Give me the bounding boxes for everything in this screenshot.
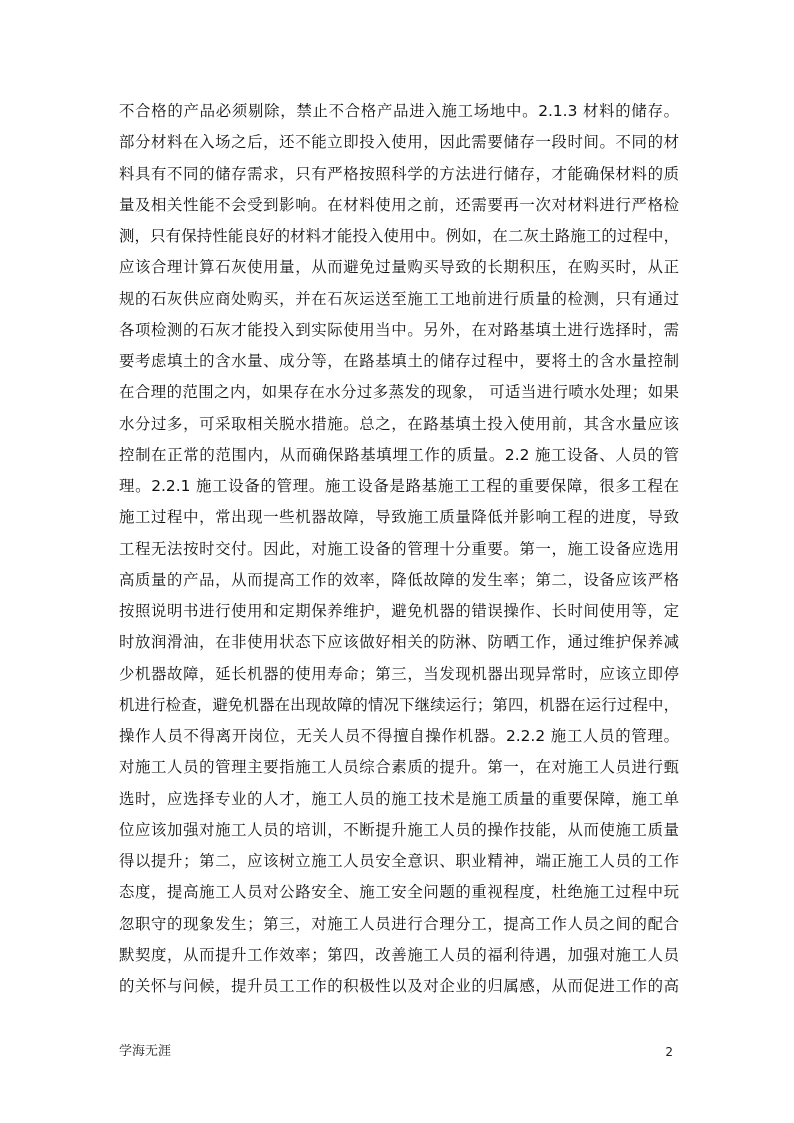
page-number: 2 bbox=[665, 1045, 673, 1059]
text-line: 按照说明书进行使用和定期保养维护，避免机器的错误操作、长时间使用等，定 bbox=[119, 602, 679, 620]
text-line: 要考虑填土的含水量、成分等，在路基填土的储存过程中，要将土的含水量控制 bbox=[119, 352, 679, 370]
text-line: 施工过程中，常出现一些机器故障，导致施工质量降低并影响工程的进度，导致 bbox=[119, 508, 679, 527]
text-line: 量及相关性能不会受到影响。在材料使用之前，还需要再一次对材料进行严格检 bbox=[119, 195, 679, 214]
text-line: 各项检测的石灰才能投入到实际使用当中。另外，在对路基填土进行选择时，需 bbox=[119, 320, 679, 339]
text-line: 应该合理计算石灰使用量，从而避免过量购买导致的长期积压，在购买时，从正 bbox=[119, 258, 679, 277]
text-line: 水分过多，可采取相关脱水措施。总之，在路基填土投入使用前，其含水量应该 bbox=[119, 414, 679, 433]
document-body bbox=[119, 96, 679, 1002]
text-line: 测，只有保持性能良好的材料才能投入使用中。例如，在二灰土路施工的过程中， bbox=[119, 227, 679, 245]
text-line: 在合理的范围之内，如果存在水分过多蒸发的现象， 可适当进行喷水处理；如果 bbox=[119, 383, 679, 402]
text-line: 高质量的产品，从而提高工作的效率，降低故障的发生率；第二，设备应该严格 bbox=[119, 570, 679, 589]
text-line: 理。2.2.1 施工设备的管理。施工设备是路基施工工程的重要保障，很多工程在 bbox=[119, 477, 679, 495]
text-line: 料具有不同的储存需求，只有严格按照科学的方法进行储存，才能确保材料的质 bbox=[119, 164, 679, 183]
text-line: 位应该加强对施工人员的培训，不断提升施工人员的操作技能，从而使施工质量 bbox=[119, 820, 679, 839]
text-line: 控制在正常的范围内，从而确保路基填埋工作的质量。2.2 施工设备、人员的管 bbox=[119, 445, 679, 464]
text-line: 忽职守的现象发生；第三，对施工人员进行合理分工，提高工作人员之间的配合 bbox=[119, 914, 679, 933]
text-line: 规的石灰供应商处购买，并在石灰运送至施工工地前进行质量的检测，只有通过 bbox=[119, 289, 679, 308]
text-line: 默契度，从而提升工作效率；第四，改善施工人员的福利待遇，加强对施工人员 bbox=[119, 945, 679, 964]
text-line: 时放润滑油，在非使用状态下应该做好相关的防淋、防晒工作，通过维护保养减 bbox=[119, 633, 679, 652]
text-line: 少机器故障，延长机器的使用寿命；第三，当发现机器出现异常时，应该立即停 bbox=[119, 664, 679, 683]
text-line: 部分材料在入场之后，还不能立即投入使用，因此需要储存一段时间。不同的材 bbox=[119, 133, 679, 152]
text-line: 得以提升；第二，应该树立施工人员安全意识、职业精神，端正施工人员的工作 bbox=[119, 852, 679, 870]
footer-text: 学海无涯 bbox=[119, 1044, 172, 1059]
text-line: 不合格的产品必须剔除，禁止不合格产品进入施工场地中。2.1.3 材料的储存。 bbox=[119, 102, 679, 120]
text-line: 工程无法按时交付。因此，对施工设备的管理十分重要。第一，施工设备应选用 bbox=[119, 539, 679, 558]
text-line: 的关怀与问候，提升员工工作的积极性以及对企业的归属感，从而促进工作的高 bbox=[119, 977, 679, 995]
text-line: 操作人员不得离开岗位，无关人员不得擅自操作机器。2.2.2 施工人员的管理。 bbox=[119, 727, 679, 745]
text-line: 机进行检查，避免机器在出现故障的情况下继续运行；第四，机器在运行过程中， bbox=[119, 695, 679, 714]
text-line: 态度，提高施工人员对公路安全、施工安全问题的重视程度，杜绝施工过程中玩 bbox=[119, 883, 679, 902]
text-line: 对施工人员的管理主要指施工人员综合素质的提升。第一，在对施工人员进行甄 bbox=[119, 758, 679, 777]
text-line: 选时，应选择专业的人才，施工人员的施工技术是施工质量的重要保障，施工单 bbox=[119, 789, 679, 808]
